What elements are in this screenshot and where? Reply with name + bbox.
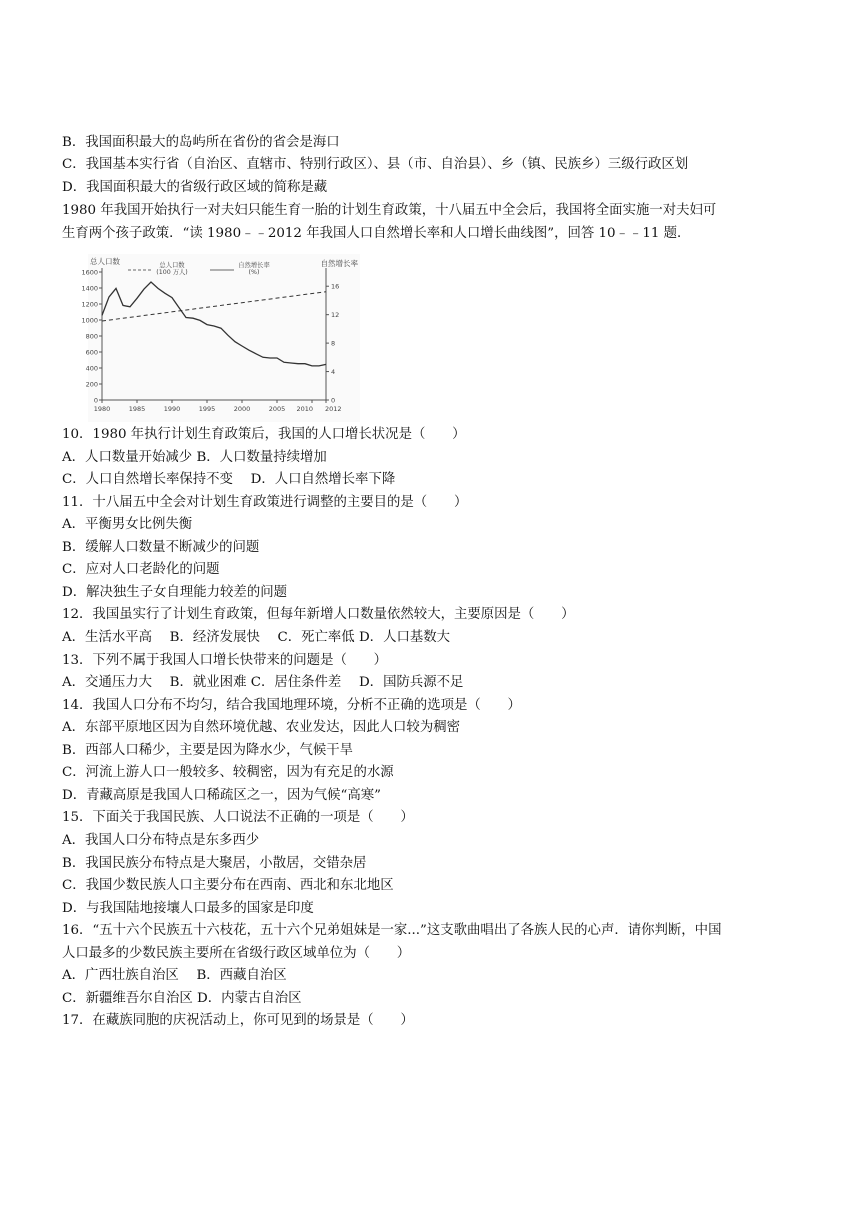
x-tick-label: 1995 xyxy=(198,405,216,413)
question-stem: 12．我国虽实行了计划生育政策，但每年新增人口数量依然较大，主要原因是（ ） xyxy=(62,607,575,623)
answer-option: D．解决独生子女自理能力较差的问题 xyxy=(62,584,287,600)
question-stem: 13．下列不属于我国人口增长快带来的问题是（ ） xyxy=(62,652,388,668)
question-stem: 15．下面关于我国民族、人口说法不正确的一项是（ ） xyxy=(62,810,414,826)
legend-label: 自然增长率 xyxy=(238,262,270,269)
left-tick-label: 200 xyxy=(85,380,98,389)
answer-option: A．平衡男女比例失衡 xyxy=(62,517,193,533)
question-stem: 16．“五十六个民族五十六枝花，五十六个兄弟姐妹是一家...”这支歌曲唱出了各族人民的心声．请你判断，中国 xyxy=(62,923,722,939)
answer-option: A．人口数量开始减少 B．人口数量持续增加 xyxy=(62,449,327,465)
chart-background xyxy=(85,254,360,422)
left-tick-label: 800 xyxy=(85,332,98,341)
legend-label: (%) xyxy=(248,269,260,276)
answer-option: C．人口自然增长率保持不变 D．人口自然增长率下降 xyxy=(62,472,396,488)
answer-option: B．我国民族分布特点是大聚居，小散居，交错杂居 xyxy=(62,855,367,871)
question-stem: 11．十八届五中全会对计划生育政策进行调整的主要目的是（ ） xyxy=(62,494,468,510)
text-line: C．我国基本实行省（自治区、直辖市、特别行政区）、县（市、自治县）、乡（镇、民族乡）三级行政区划 xyxy=(62,157,689,172)
answer-option: A．交通压力大 B．就业困难 C．居住条件差 D．国防兵源不足 xyxy=(62,675,464,690)
answer-option: C．新疆维吾尔自治区 D．内蒙古自治区 xyxy=(62,990,302,1006)
x-tick-label: 1990 xyxy=(163,405,181,413)
right-tick-label: 4 xyxy=(331,368,336,377)
answer-option: C．应对人口老龄化的问题 xyxy=(62,562,220,578)
answer-option: C．我国少数民族人口主要分布在西南、西北和东北地区 xyxy=(62,878,394,893)
answer-option: A．广西壮族自治区 B．西藏自治区 xyxy=(62,968,287,984)
right-tick-label: 16 xyxy=(331,282,340,291)
question-stem: 10．1980 年执行计划生育政策后，我国的人口增长状况是（ ） xyxy=(62,427,466,442)
text-line: D．我国面积最大的省级行政区域的简称是藏 xyxy=(62,180,328,195)
left-tick-label: 1000 xyxy=(81,316,98,325)
answer-option: D．青藏高原是我国人口稀疏区之一，因为气候“高寒” xyxy=(62,787,382,803)
left-axis-title: 总人口数 xyxy=(90,257,120,266)
left-tick-label: 1200 xyxy=(81,300,98,309)
question-stem: 17．在藏族同胞的庆祝活动上，你可见到的场景是（ ） xyxy=(62,1013,414,1029)
answer-option: C．河流上游人口一般较多、较稠密，因为有充足的水源 xyxy=(62,765,394,781)
text-line: 生育两个孩子政策．“读 1980﹣﹣2012 年我国人口自然增长率和人口增长曲线图”，回答 10﹣﹣11 题． xyxy=(62,226,691,241)
left-tick-label: 1600 xyxy=(81,268,98,277)
answer-option: A．东部平原地区因为自然环境优越、农业发达，因此人口较为稠密 xyxy=(62,720,460,736)
right-tick-label: 12 xyxy=(331,311,340,320)
answer-option: A．我国人口分布特点是东多西少 xyxy=(62,832,260,848)
answer-option: B．西部人口稀少，主要是因为降水少，气候干旱 xyxy=(62,742,354,758)
answer-option: A．生活水平高 B．经济发展快 C．死亡率低 D．人口基数大 xyxy=(62,630,451,645)
text-line: 1980 年我国开始执行一对夫妇只能生育一胎的计划生育政策，十八届五中全会后，我国将全面实施一对夫妇可 xyxy=(62,203,717,218)
left-tick-label: 0 xyxy=(93,396,98,405)
x-tick-label: 2000 xyxy=(233,405,251,413)
left-tick-label: 400 xyxy=(85,364,98,373)
legend-label: 总人口数 xyxy=(159,262,185,269)
answer-option: 人口最多的少数民族主要所在省级行政区域单位为（ ） xyxy=(62,945,411,961)
x-tick-label: 2005 xyxy=(268,405,286,413)
right-axis-title: 自然增长率 xyxy=(320,259,358,268)
x-tick-label: 2012 xyxy=(325,405,342,413)
left-tick-label: 600 xyxy=(85,348,98,357)
left-tick-label: 1400 xyxy=(81,284,98,293)
answer-option: B．缓解人口数量不断减少的问题 xyxy=(62,539,260,555)
legend-label: (100 万人) xyxy=(156,269,188,276)
answer-option: D．与我国陆地接壤人口最多的国家是印度 xyxy=(62,900,314,916)
text-line: B．我国面积最大的岛屿所在省份的省会是海口 xyxy=(62,135,340,150)
right-tick-label: 8 xyxy=(331,339,336,348)
right-tick-label: 0 xyxy=(331,396,336,405)
population-growth-chart xyxy=(81,254,360,422)
x-tick-label: 2010 xyxy=(296,405,313,413)
x-tick-label: 1985 xyxy=(128,405,146,413)
chart-svg xyxy=(81,254,360,422)
question-stem: 14．我国人口分布不均匀，结合我国地理环境，分析不正确的选项是（ ） xyxy=(62,697,521,713)
x-tick-label: 1980 xyxy=(93,405,111,413)
